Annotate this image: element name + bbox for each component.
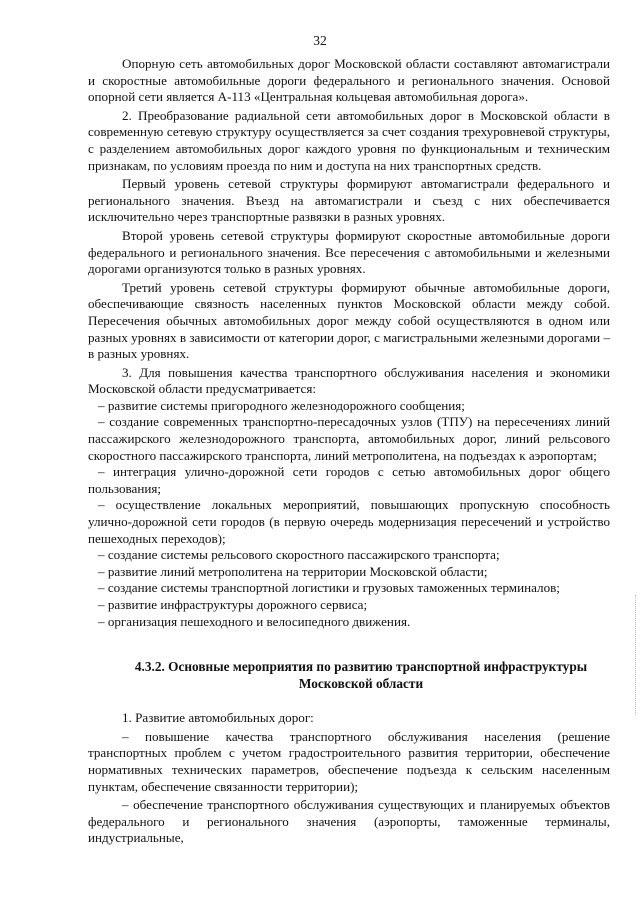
page-number: 32	[313, 33, 327, 48]
list-item: – развитие линий метрополитена на территории Московской области;	[98, 563, 488, 579]
list-item: – осуществление локальных мероприятий, повышающих пропускную способность улично-дорожной сети городов (в первую очередь модернизация пересечений и устройство пешеходных переходов);	[88, 497, 610, 546]
list-item: – организация пешеходного и велосипедного движения.	[98, 613, 411, 629]
paragraph: 1. Развитие автомобильных дорог:	[122, 710, 314, 726]
section-heading: 4.3.2. Основные мероприятия по развитию транспортной инфраструктуры Московской области	[134, 659, 588, 692]
paragraph: Опорную сеть автомобильных дорог Московской области составляют автомагистрали и скоростные автомобильные дороги федерального и регионального значения. Основой опорной сети является А-113 «Центральная кольцевая автомобильная дорога».	[88, 56, 610, 105]
list-item: – создание системы транспортной логистики и грузовых таможенных терминалов;	[98, 580, 560, 596]
list-item: – создание современных транспортно-пересадочных узлов (ТПУ) на пересечениях линий пассажирского железнодорожного транспорта, автомобильных дорог, линий рельсового скоростного пассажирского транспорта, линий метрополитена, на подъездах к аэропортам;	[88, 414, 610, 463]
list-item: – интеграция улично-дорожной сети городов с сетью автомобильных дорог общего пользования;	[88, 464, 610, 496]
paragraph: 3. Для повышения качества транспортного обслуживания населения и экономики Московской области предусматривается:	[88, 364, 610, 397]
list-item: – развитие инфраструктуры дорожного сервиса;	[98, 597, 368, 612]
paragraph: 2. Преобразование радиальной сети автомобильных дорог в Московской области в современную сетевую структуру осуществляется за счет создания трехуровневой структуры, с разделением автомобильных дорог каждого уровня по функциональным и техническим признакам, по условиям проезда по ним и доступа на них транспортных средств.	[88, 107, 610, 173]
paragraph: – повышение качества транспортного обслуживания населения (решение транспортных проблем с учетом градостроительного развития территории, обеспечение нормативных технических параметров, обеспечение подъезда к сельским населенным пунктам, обеспечение связанности территории);	[88, 728, 610, 794]
document-body	[88, 56, 610, 847]
paragraph: Третий уровень сетевой структуры формируют обычные автомобильные дороги, обеспечивающие связность населенных пунктов Московской области между собой. Пересечения обычных автомобильных дорог между собой осуществляются в одном или разных уровнях в зависимости от категории дорог, с магистральными железными дорогами – в разных уровнях.	[88, 279, 610, 362]
scan-edge-mark	[635, 595, 637, 715]
paragraph: Первый уровень сетевой структуры формируют автомагистрали федерального и регионального значения. Въезд на автомагистрали и съезд с них обеспечивается исключительно через транспортные развязки в разных уровнях.	[88, 176, 610, 225]
list-item: – создание системы рельсового скоростного пассажирского транспорта;	[98, 547, 500, 563]
paragraph: – обеспечение транспортного обслуживания существующих и планируемых объектов федерального и регионального значения (аэропорты, таможенные терминалы, индустриальные,	[88, 797, 610, 846]
list-item: – развитие системы пригородного железнодорожного сообщения;	[98, 397, 465, 413]
paragraph: Второй уровень сетевой структуры формируют скоростные автомобильные дороги федерального и регионального значения. Все пересечения с автомобильными и железными дорогами организуются только в разных уровнях.	[88, 227, 610, 277]
